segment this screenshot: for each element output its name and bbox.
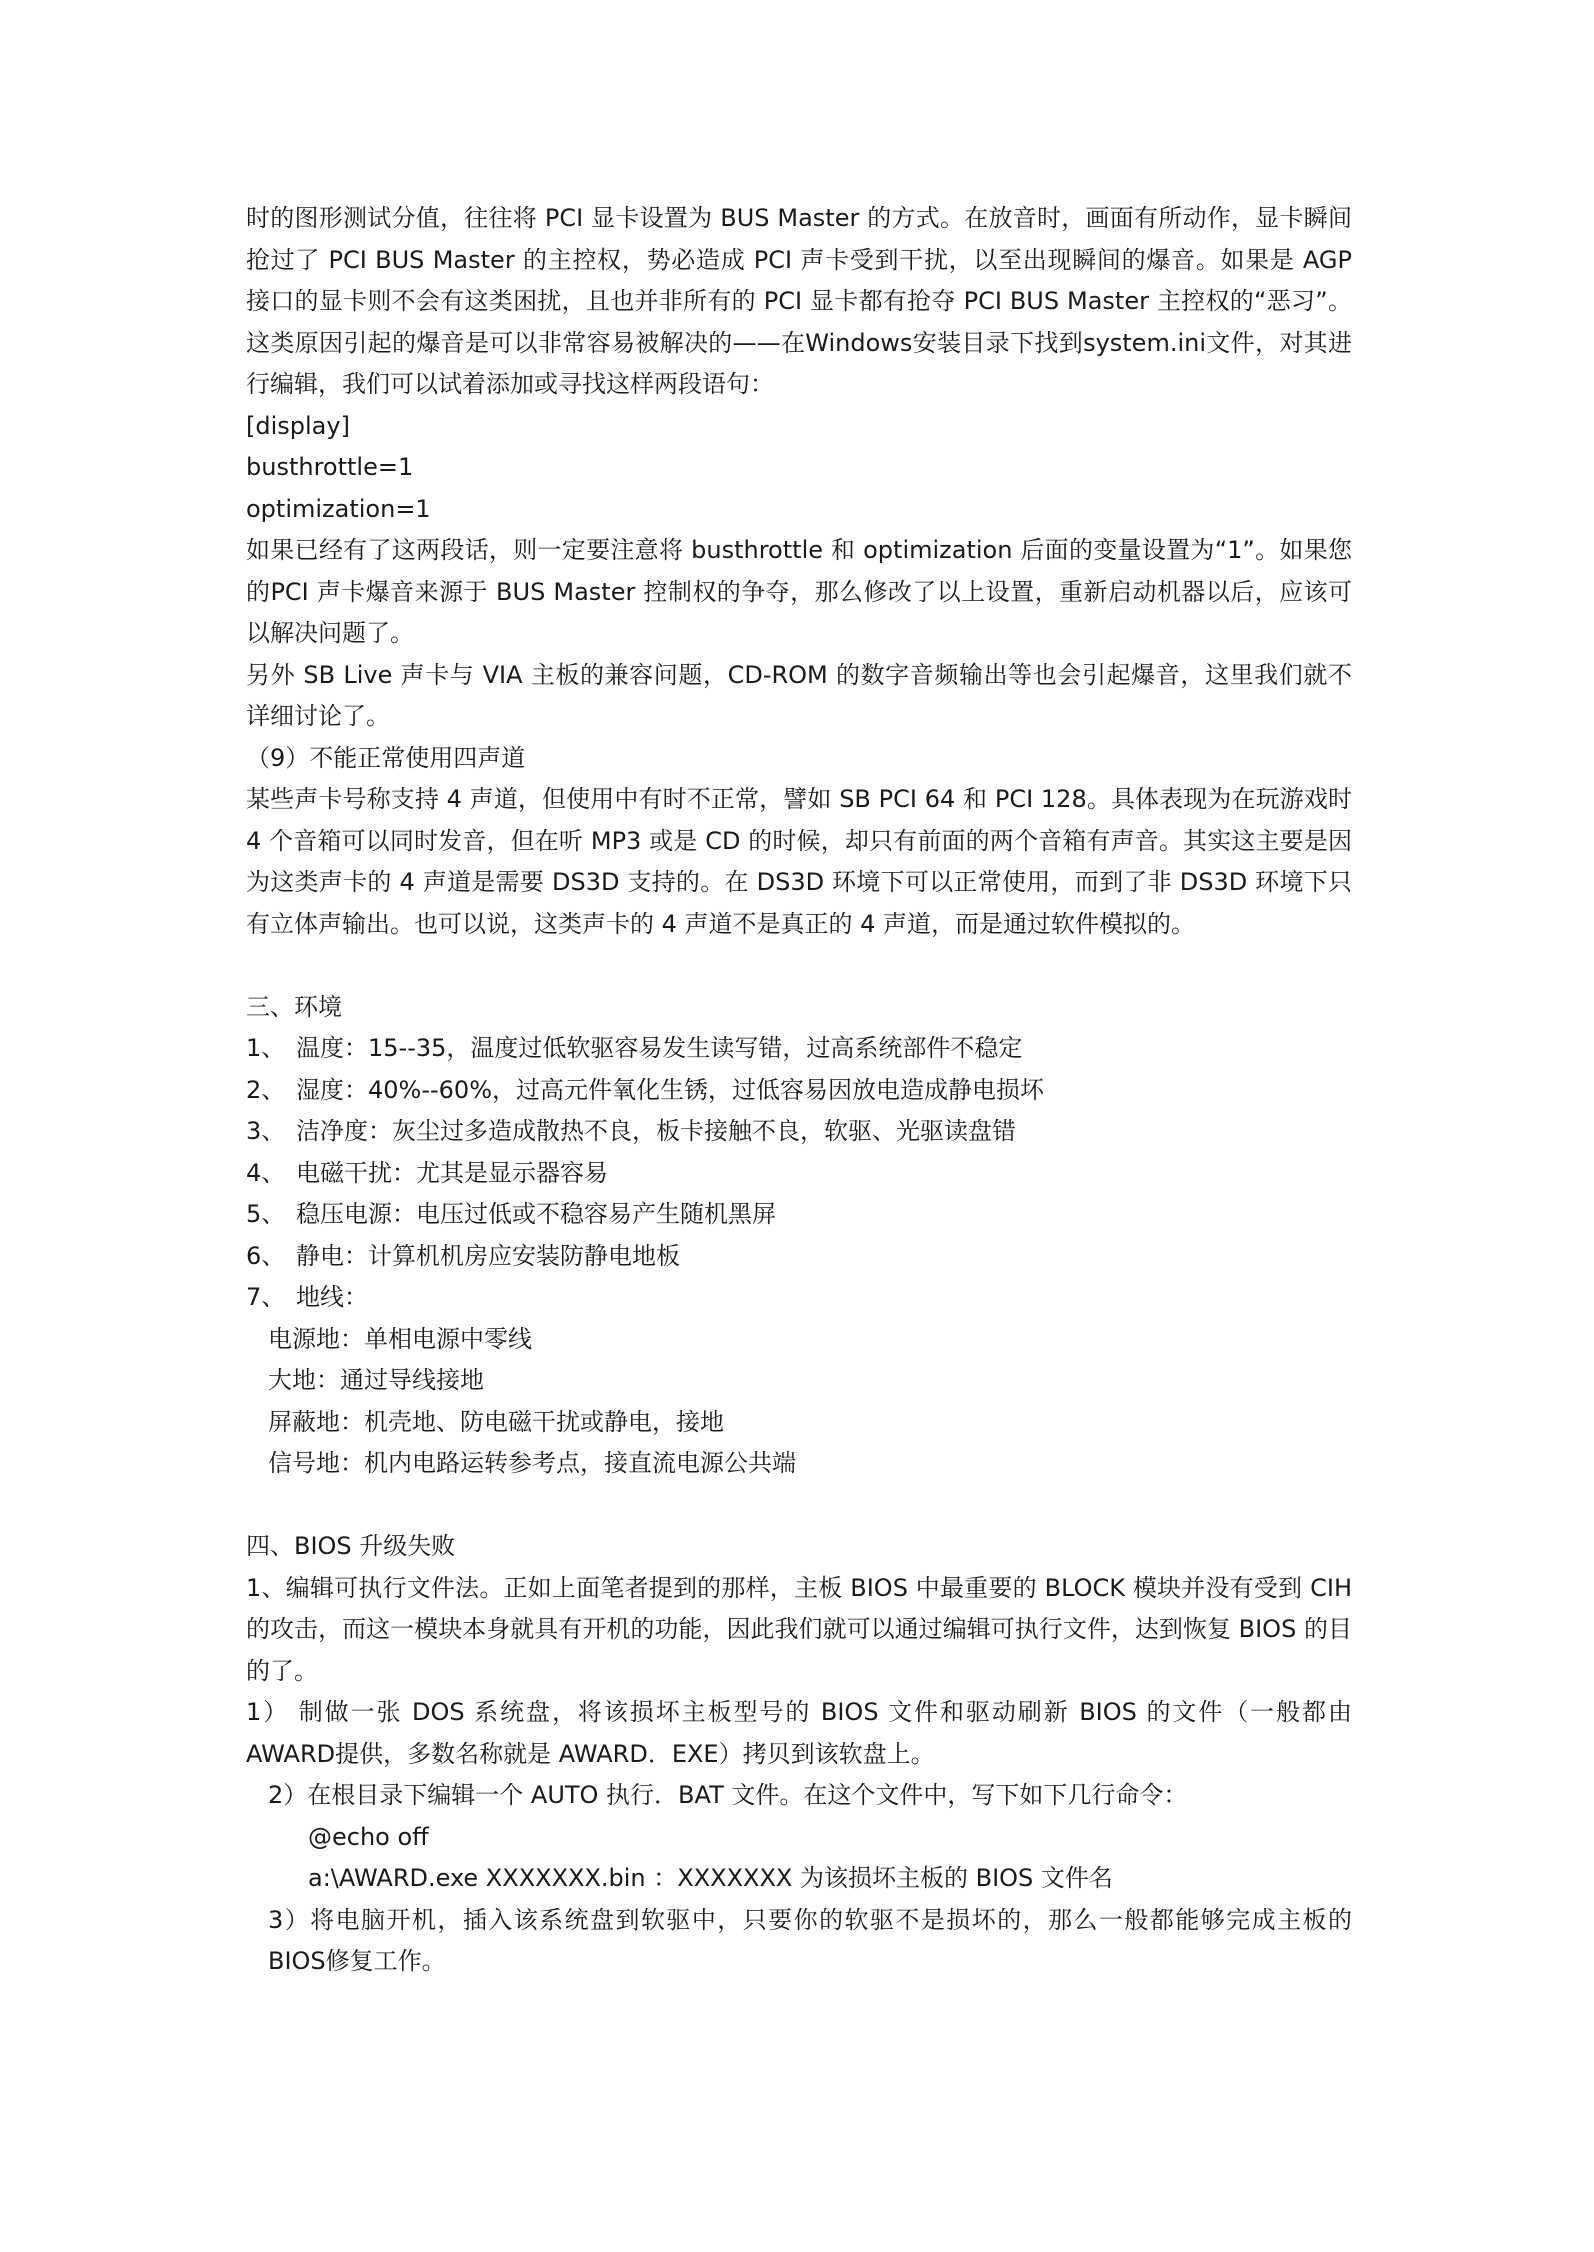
paragraph: 时的图形测试分值，往往将 PCI 显卡设置为 BUS Master 的方式。在放音时，画面有所动作，显卡瞬间抢过了 PCI BUS Master 的主控权，势必造成 PCI 声卡受到干扰，以至出现瞬间的爆音。如果是 AGP 接口的显卡则不会有这类困扰，且也并非所有的 PCI 显卡都有抢夺 PCI BUS Master 主控权的“恶习”。这类原因引起的爆音是可以非常容易被解决的——在Windows安装目录下找到system.ini文件，对其进行编辑，我们可以试着添加或寻找这样两段语句： — [246, 204, 1352, 398]
list-text: 温度：15--35，温度过低软驱容易发生读写错，过高系统部件不稳定 — [296, 1034, 1023, 1062]
list-number: 2、 — [246, 1075, 286, 1104]
list-item — [246, 1070, 1352, 1112]
list-text: 湿度：40%--60%，过高元件氧化生锈，过低容易因放电造成静电损坏 — [296, 1075, 1045, 1104]
ground-item: 信号地：机内电路运转参考点，接直流电源公共端 — [268, 1449, 796, 1477]
list-item — [246, 1111, 1352, 1153]
paragraph: 1、编辑可执行文件法。正如上面笔者提到的那样，主板 BIOS 中最重要的 BLOCK 模块并没有受到 CIH的攻击，而这一模块本身就具有开机的功能，因此我们就可以通过编辑可执行文件，达到恢复 BIOS 的目的了。 — [246, 1573, 1352, 1685]
list-item — [246, 1236, 1352, 1278]
blank-line — [246, 1485, 1352, 1527]
list-number: 7、 — [246, 1283, 286, 1311]
list-number: 4、 — [246, 1158, 286, 1187]
list-text: 地线： — [296, 1283, 368, 1311]
document-page — [246, 198, 1352, 1983]
ground-item: 屏蔽地：机壳地、防电磁干扰或静电，接地 — [268, 1407, 724, 1436]
blank-line — [246, 945, 1352, 987]
code-line: busthrottle=1 — [246, 453, 414, 481]
list-item — [246, 1277, 1352, 1319]
step-2: 2）在根目录下编辑一个 AUTO 执行．BAT 文件。在这个文件中，写下如下几行命令： — [268, 1781, 1188, 1809]
step-3: 3）将电脑开机，插入该系统盘到软驱中，只要你的软驱不是损坏的，那么一般都能够完成主板的 BIOS修复工作。 — [268, 1905, 1352, 1975]
list-text: 静电：计算机机房应安装防静电地板 — [296, 1241, 680, 1270]
ground-item: 大地：通过导线接地 — [268, 1366, 484, 1394]
code-line: @echo off — [308, 1822, 429, 1851]
step-1: 1） 制做一张 DOS 系统盘，将该损坏主板型号的 BIOS 文件和驱动刷新 BIOS 的文件（一般都由 AWARD提供，多数名称就是 AWARD．EXE）拷贝到该软盘上。 — [246, 1698, 1352, 1768]
code-line: a:\AWARD.exe XXXXXXX.bin ：XXXXXXX 为该损坏主板的 BIOS 文件名 — [308, 1864, 1113, 1892]
section-heading: 四、BIOS 升级失败 — [246, 1532, 456, 1560]
section-heading: 三、环境 — [246, 992, 342, 1021]
code-line: optimization=1 — [246, 494, 431, 523]
list-number: 3、 — [246, 1117, 286, 1145]
subsection-heading: （9）不能正常使用四声道 — [246, 743, 526, 772]
list-number: 1、 — [246, 1034, 286, 1062]
list-text: 稳压电源：电压过低或不稳容易产生随机黑屏 — [296, 1200, 776, 1228]
list-number: 5、 — [246, 1200, 286, 1228]
ground-item: 电源地：单相电源中零线 — [268, 1324, 532, 1353]
list-item — [246, 1153, 1352, 1195]
code-line: [display] — [246, 411, 350, 440]
paragraph: 另外 SB Live 声卡与 VIA 主板的兼容问题，CD-ROM 的数字音频输出等也会引起爆音，这里我们就不详细讨论了。 — [246, 660, 1352, 730]
list-number: 6、 — [246, 1241, 286, 1270]
list-text: 电磁干扰：尤其是显示器容易 — [296, 1158, 608, 1187]
list-item — [246, 1028, 1352, 1070]
paragraph: 如果已经有了这两段话，则一定要注意将 busthrottle 和 optimization 后面的变量设置为“1”。如果您的PCI 声卡爆音来源于 BUS Master 控制权的争夺，那么修改了以上设置，重新启动机器以后，应该可以解决问题了。 — [246, 536, 1352, 647]
list-item — [246, 1194, 1352, 1236]
paragraph: 某些声卡号称支持 4 声道，但使用中有时不正常，譬如 SB PCI 64 和 PCI 128。具体表现为在玩游戏时4 个音箱可以同时发音，但在听 MP3 或是 CD 的时候，却只有前面的两个音箱有声音。其实这主要是因为这类声卡的 4 声道是需要 DS3D 支持的。在 DS3D 环境下可以正常使用，而到了非 DS3D 环境下只有立体声输出。也可以说，这类声卡的 4 声道不是真正的 4 声道，而是通过软件模拟的。 — [246, 785, 1352, 938]
list-text: 洁净度：灰尘过多造成散热不良，板卡接触不良，软驱、光驱读盘错 — [296, 1117, 1016, 1145]
